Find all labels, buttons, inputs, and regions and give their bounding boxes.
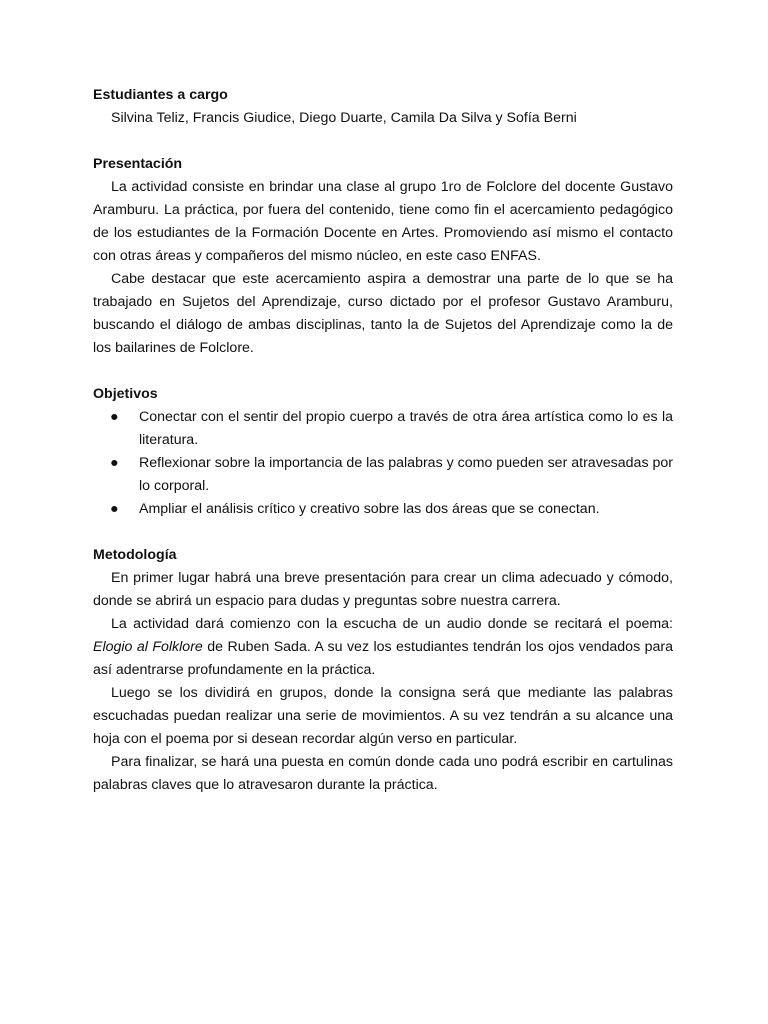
methodology-p2-before: La actividad dará comienzo con la escucha de un audio donde se recitará el poema:	[111, 616, 673, 632]
document-page	[93, 84, 673, 820]
objective-item	[93, 498, 673, 521]
students-names: Silvina Teliz, Francis Giudice, Diego Duarte, Camila Da Silva y Sofía Berni	[111, 110, 577, 126]
methodology-section	[93, 544, 673, 797]
objective-text: Ampliar el análisis crítico y creativo sobre las dos áreas que se conectan.	[139, 501, 600, 517]
bullet-icon: ●	[110, 409, 119, 425]
methodology-heading: Metodología	[93, 547, 177, 563]
methodology-paragraph-1: En primer lugar habrá una breve presentación para crear un clima adecuado y cómodo, donde se abrirá un espacio para dudas y preguntas sobre nuestra carrera.	[93, 570, 673, 609]
students-section	[93, 84, 673, 130]
objectives-list	[93, 406, 673, 521]
objectives-heading: Objetivos	[93, 386, 158, 402]
bullet-icon: ●	[110, 501, 119, 517]
poem-title: Elogio al Folklore	[93, 639, 203, 655]
presentation-section	[93, 153, 673, 360]
objective-item	[93, 452, 673, 498]
methodology-paragraph-3: Luego se los dividirá en grupos, donde la consigna será que mediante las palabras escuchadas puedan realizar una serie de movimientos. A su vez tendrán a su alcance una hoja con el poema por si desean recordar algún verso en particular.	[93, 685, 673, 747]
students-heading: Estudiantes a cargo	[93, 87, 228, 103]
bullet-icon: ●	[110, 455, 119, 471]
methodology-paragraph-4: Para finalizar, se hará una puesta en común donde cada uno podrá escribir en cartulinas palabras claves que lo atravesaron durante la práctica.	[93, 754, 673, 793]
presentation-heading: Presentación	[93, 156, 183, 172]
objective-text: Reflexionar sobre la importancia de las palabras y como pueden ser atravesadas por lo corporal.	[139, 455, 673, 494]
objectives-section	[93, 383, 673, 521]
methodology-paragraph-2	[93, 613, 673, 682]
objective-text: Conectar con el sentir del propio cuerpo a través de otra área artística como lo es la literatura.	[139, 409, 673, 448]
objective-item	[93, 406, 673, 452]
presentation-paragraph-1: La actividad consiste en brindar una clase al grupo 1ro de Folclore del docente Gustavo Aramburu. La práctica, por fuera del contenido, tiene como fin el acercamiento pedagógico de los estudiantes de la Formación Docente en Artes. Promoviendo así mismo el contacto con otras áreas y compañeros del mismo núcleo, en este caso ENFAS.	[93, 179, 673, 264]
methodology-p2-after: de Ruben Sada. A su vez los estudiantes tendrán los ojos vendados para así adentrarse profundamente en la práctica.	[93, 639, 673, 678]
presentation-paragraph-2: Cabe destacar que este acercamiento aspira a demostrar una parte de lo que se ha trabajado en Sujetos del Aprendizaje, curso dictado por el profesor Gustavo Aramburu, buscando el diálogo de ambas disciplinas, tanto la de Sujetos del Aprendizaje como la de los bailarines de Folclore.	[93, 271, 673, 356]
